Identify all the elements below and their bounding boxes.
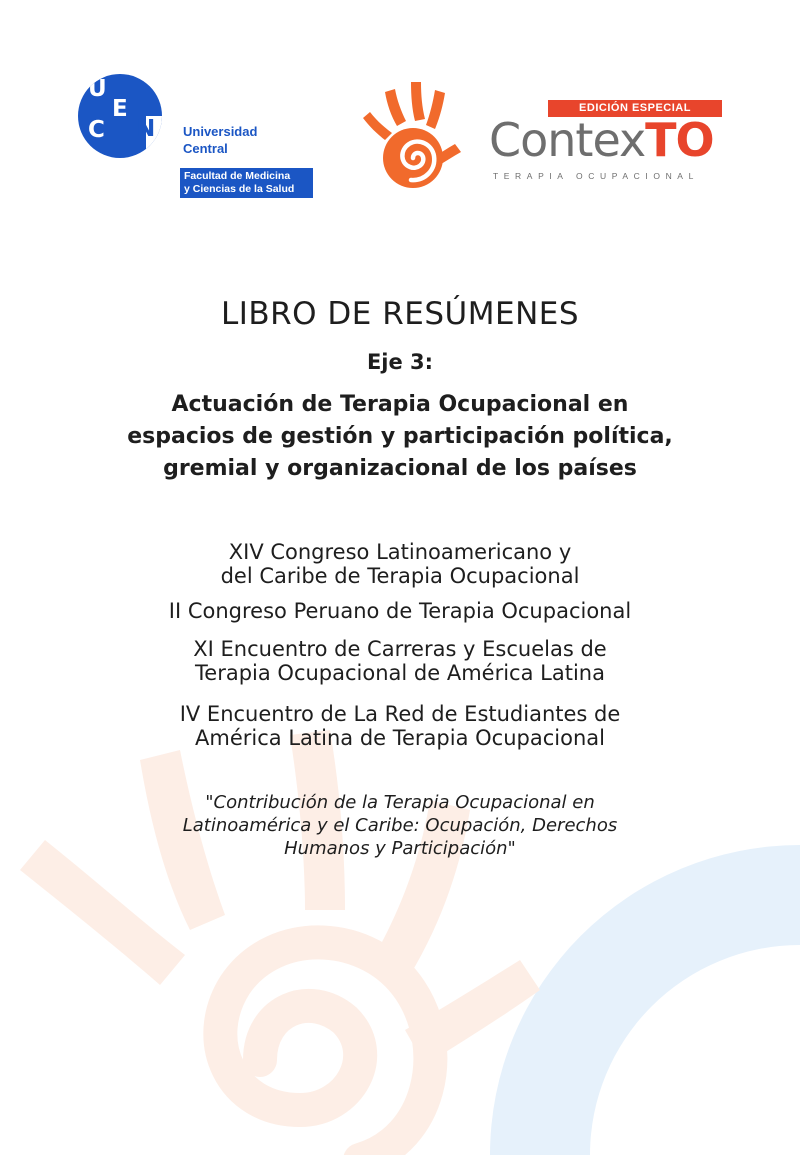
- axis-title: [0, 389, 800, 485]
- congress-line: IV Encuentro de La Red de Estudiantes de: [179, 702, 621, 726]
- motto-line: "Contribución de la Terapia Ocupacional en: [205, 792, 595, 813]
- congress-line: América Latina de Terapia Ocupacional: [195, 726, 605, 750]
- contexto-wordmark: [489, 112, 714, 168]
- congress-line: XI Encuentro de Carreras y Escuelas de: [193, 637, 607, 661]
- motto-line: Latinoamérica y el Caribe: Ocupación, Derechos: [182, 815, 618, 836]
- axis-label: Eje 3:: [366, 350, 434, 374]
- axis-title-line: espacios de gestión y participación política,: [127, 424, 673, 449]
- congress-item: [0, 637, 800, 685]
- university-name-line: Central: [183, 141, 228, 156]
- axis-title-line: Actuación de Terapia Ocupacional en: [171, 392, 629, 417]
- book-title: LIBRO DE RESÚMENES: [220, 296, 580, 332]
- congress-item: [0, 599, 800, 623]
- ucen-letter-u: U: [88, 76, 107, 102]
- congress-item: [0, 540, 800, 588]
- motto-line: Humanos y Participación": [284, 838, 516, 859]
- spiral-hand-icon: [355, 78, 485, 193]
- contexto-wordmark-accent: TO: [645, 113, 714, 167]
- contexto-wordmark-grey: Contex: [489, 113, 646, 167]
- faculty-label: [180, 168, 313, 198]
- ucen-logo: [78, 74, 318, 204]
- contexto-logo: [355, 78, 735, 198]
- congress-item: [0, 702, 800, 750]
- university-name: [183, 123, 303, 157]
- university-name-line: Universidad: [183, 124, 258, 139]
- ucen-letter-e: E: [112, 96, 128, 122]
- ucen-letter-n: N: [136, 116, 156, 142]
- faculty-line: Facultad de Medicina: [184, 170, 291, 182]
- congress-line: XIV Congreso Latinoamericano y: [228, 540, 572, 564]
- congress-line: II Congreso Peruano de Terapia Ocupacional: [168, 599, 632, 623]
- ucen-emblem: [78, 74, 162, 158]
- congress-line: del Caribe de Terapia Ocupacional: [220, 564, 580, 588]
- contexto-subtitle: TERAPIA OCUPACIONAL: [493, 171, 699, 181]
- congress-line: Terapia Ocupacional de América Latina: [195, 661, 605, 685]
- ucen-letter-c: C: [88, 117, 105, 143]
- faculty-line: y Ciencias de la Salud: [184, 183, 295, 195]
- congress-motto: [0, 791, 800, 860]
- axis-title-line: gremial y organizacional de los países: [163, 456, 637, 481]
- special-edition-badge: EDICIÓN ESPECIAL: [548, 100, 722, 117]
